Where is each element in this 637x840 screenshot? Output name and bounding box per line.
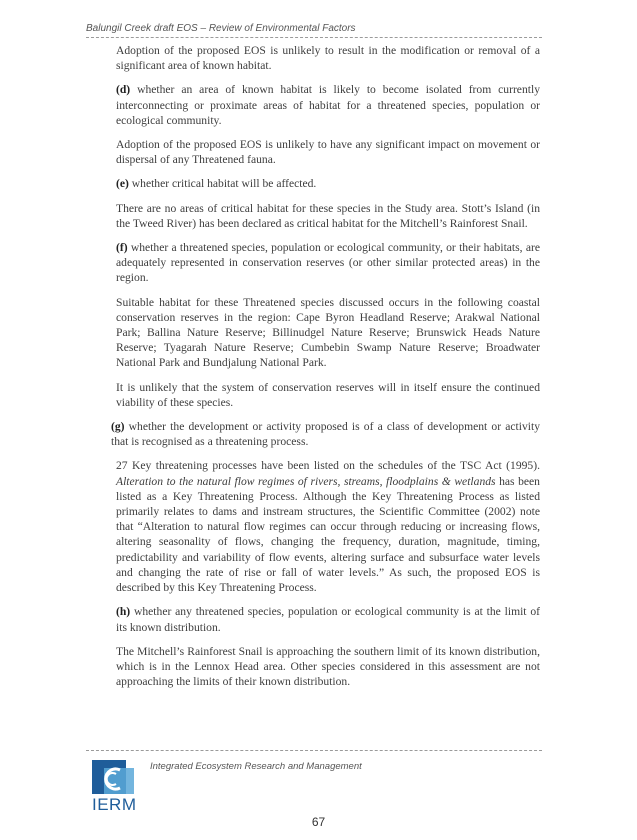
paragraph [116,458,540,595]
criterion-label: (d) [116,83,131,97]
criterion-text: whether a threatened species, population or ecological community, or their habitats, are adequately represented in conservation reserves (or other similar protected areas) in the region. [116,241,540,285]
running-header: Balungil Creek draft EOS – Review of Environmental Factors [86,23,356,34]
paragraph: Adoption of the proposed EOS is unlikely to result in the modification or removal of a significant area of known habitat. [116,44,540,73]
criterion-text: whether the development or activity proposed is of a class of development or activity that is recognised as a threatening process. [111,420,540,449]
criterion-f [116,240,540,286]
paragraph: Suitable habitat for these Threatened species discussed occurs in the following coastal conservation reserves in the region: Cape Byron Headland Reserve; Arakwal National Park; Ballina Nature Reserve; Billinudgel Nature Reserve; Brunswick Heads Nature Reserve; Tyagarah Nature Reserve; Cumbebin Swamp Nature Reserve; Broadwater National Park and Bundjalung National Park. [116,295,540,370]
paragraph-part: has been listed as a Key Threatening Process. Although the Key Threatening Process as listed primarily relates to dams and instream structures, the Scientific Committee (2002) note that “Alteration to natural flow regimes can occur through reducing or increasing flows, altering seasonality of flows, changing the frequency, duration, magnitude, timing, predictability and variability of flow events, altering surface and subsurface water levels and changing the rate of rise or fall of water levels.” As such, the proposed EOS is described by this Key Threatening Process. [116,474,540,595]
criterion-label: (e) [116,177,129,191]
criterion-label: (g) [111,420,125,434]
logo-wordmark: IERM [92,795,137,814]
footer-divider [86,750,542,751]
criterion-d [116,82,540,128]
page-number: 67 [311,815,326,829]
criterion-g [111,419,540,449]
paragraph-part: 27 Key threatening processes have been listed on the schedules of the TSC Act (1995). [116,459,540,473]
criterion-h [116,604,540,634]
criterion-e [116,176,540,191]
paragraph: It is unlikely that the system of conservation reserves will in itself ensure the continued viability of these species. [116,380,540,409]
criterion-label: (f) [116,241,128,255]
paragraph: The Mitchell’s Rainforest Snail is approaching the southern limit of its known distribution, which is in the Lennox Head area. Other species considered in this assessment are not approaching the limits of their known distribution. [116,644,540,689]
criterion-text: whether critical habitat will be affected. [128,177,317,191]
criterion-text: whether any threatened species, population or ecological community is at the limit of its known distribution. [116,605,540,634]
footer-organisation: Integrated Ecosystem Research and Management [150,761,362,772]
threatening-process-title: Alteration to the natural flow regimes of rivers, streams, floodplains & wetlands [116,474,496,488]
paragraph: Adoption of the proposed EOS is unlikely to have any significant impact on movement or dispersal of any Threatened fauna. [116,138,540,167]
criterion-label: (h) [116,605,131,619]
paragraph: There are no areas of critical habitat for these species in the Study area. Stott’s Island (in the Tweed River) has been declared as critical habitat for the Mitchell’s Rainforest Snail. [116,201,540,230]
criterion-text: whether an area of known habitat is likely to become isolated from currently interconnecting or proximate areas of habitat for a threatened species, population or ecological community. [116,83,540,127]
body-text [111,43,540,698]
header-divider [86,37,542,38]
